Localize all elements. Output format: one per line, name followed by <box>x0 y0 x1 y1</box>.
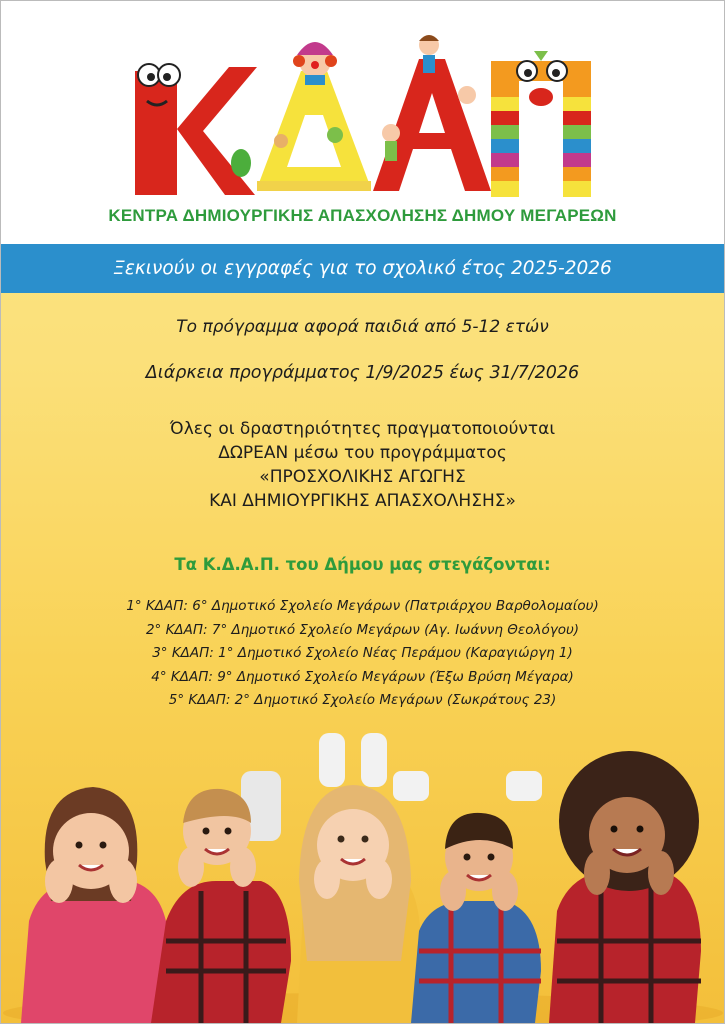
child-figure <box>549 751 701 1023</box>
logo-letter-k <box>135 64 257 195</box>
children-photo <box>1 731 724 1023</box>
logo-letter-alpha <box>373 35 491 191</box>
program-duration-text: Διάρκεια προγράμματος 1/9/2025 έως 31/7/2026 <box>145 363 580 383</box>
registration-banner: Ξεκινούν οι εγγραφές για το σχολικό έτος 2025-2026 <box>1 244 724 293</box>
location-item: 5° ΚΔΑΠ: 2° Δημοτικό Σχολείο Μεγάρων (Σωκράτους 23) <box>168 692 557 708</box>
logo-letter-delta <box>257 42 371 191</box>
kdap-logo <box>129 31 599 201</box>
child-figure <box>393 771 542 1023</box>
location-item: 2° ΚΔΑΠ: 7° Δημοτικό Σχολείο Μεγάρων (Αγ. Ιωάννη Θεολόγου) <box>145 621 580 638</box>
description-line: «ΠΡΟΣΧΟΛΙΚΗΣ ΑΓΩΓΗΣ <box>259 467 466 487</box>
location-item: 1° ΚΔΑΠ: 6° Δημοτικό Σχολείο Μεγάρων (Πατριάρχου Βαρθολομαίου) <box>126 598 599 614</box>
locations-title: Τα Κ.Δ.Α.Π. του Δήμου μας στεγάζονται: <box>174 555 551 574</box>
location-item: 4° ΚΔΑΠ: 9° Δημοτικό Σχολείο Μεγάρων (Έξω Βρύση Μέγαρα) <box>151 668 574 685</box>
description-line: Όλες οι δραστηριότητες πραγματοποιούνται <box>169 419 556 439</box>
description-line: ΔΩΡΕΑΝ μέσω του προγράμματος <box>218 443 507 463</box>
locations-list <box>1 595 724 713</box>
header <box>1 1 724 244</box>
description-line: ΚΑΙ ΔΗΜΙΟΥΡΓΙΚΗΣ ΑΠΑΣΧΟΛΗΣΗΣ» <box>209 491 516 511</box>
logo-letter-pi <box>491 51 591 197</box>
location-item: 3° ΚΔΑΠ: 1° Δημοτικό Σχολείο Νέας Περάμου (Καραγιώργη 1) <box>152 645 573 661</box>
child-figure <box>21 787 169 1023</box>
program-description <box>1 417 724 513</box>
age-range-text: Το πρόγραμμα αφορά παιδιά από 5-12 ετών <box>176 317 549 337</box>
header-subtitle: ΚΕΝΤΡΑ ΔΗΜΙΟΥΡΓΙΚΗΣ ΑΠΑΣΧΟΛΗΣΗΣ ΔΗΜΟΥ ΜΕΓΑΡΕΩΝ <box>108 206 617 225</box>
child-figure <box>151 771 291 1023</box>
